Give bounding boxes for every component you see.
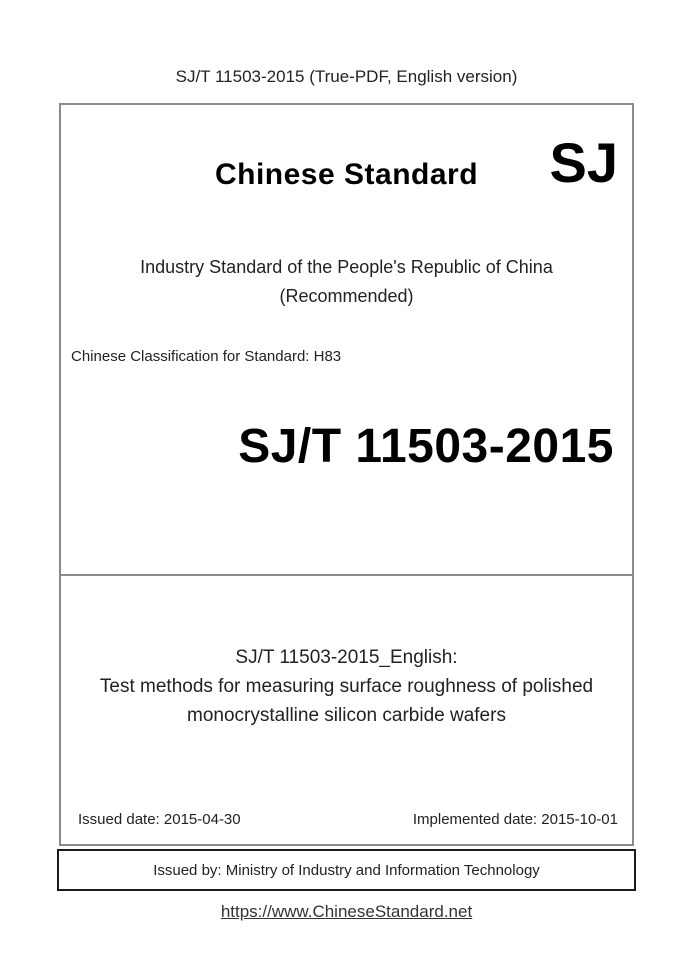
brand-title: Chinese Standard (214, 158, 479, 191)
page-footer (0, 900, 693, 924)
english-title-line1: SJ/T 11503-2015_English: (235, 647, 458, 668)
section-divider (60, 574, 633, 576)
issuer-box (57, 849, 636, 891)
sj-logo: SJ (549, 131, 618, 194)
dates-row (78, 809, 618, 830)
english-title-line3: monocrystalline silicon carbide wafers (187, 705, 506, 726)
english-title-line2: Test methods for measuring surface roughness of polished (99, 676, 594, 697)
document-header: SJ/T 11503-2015 (True-PDF, English version) (175, 67, 518, 86)
cover-box (59, 103, 634, 846)
issued-by-label: Issued by: Ministry of Industry and Information Technology (153, 861, 540, 879)
standard-type-line2: (Recommended) (279, 286, 414, 306)
standard-type-line1: Industry Standard of the People's Republic of China (140, 257, 553, 277)
footer-link[interactable]: https://www.ChineseStandard.net (220, 902, 473, 921)
standard-number: SJ/T 11503-2015 (238, 420, 614, 473)
issued-date: Issued date: 2015-04-30 (78, 811, 241, 828)
standard-type (61, 253, 632, 311)
english-title (71, 643, 622, 730)
classification-label: Chinese Classification for Standard: H83 (71, 348, 342, 365)
implemented-date: Implemented date: 2015-10-01 (412, 811, 618, 828)
